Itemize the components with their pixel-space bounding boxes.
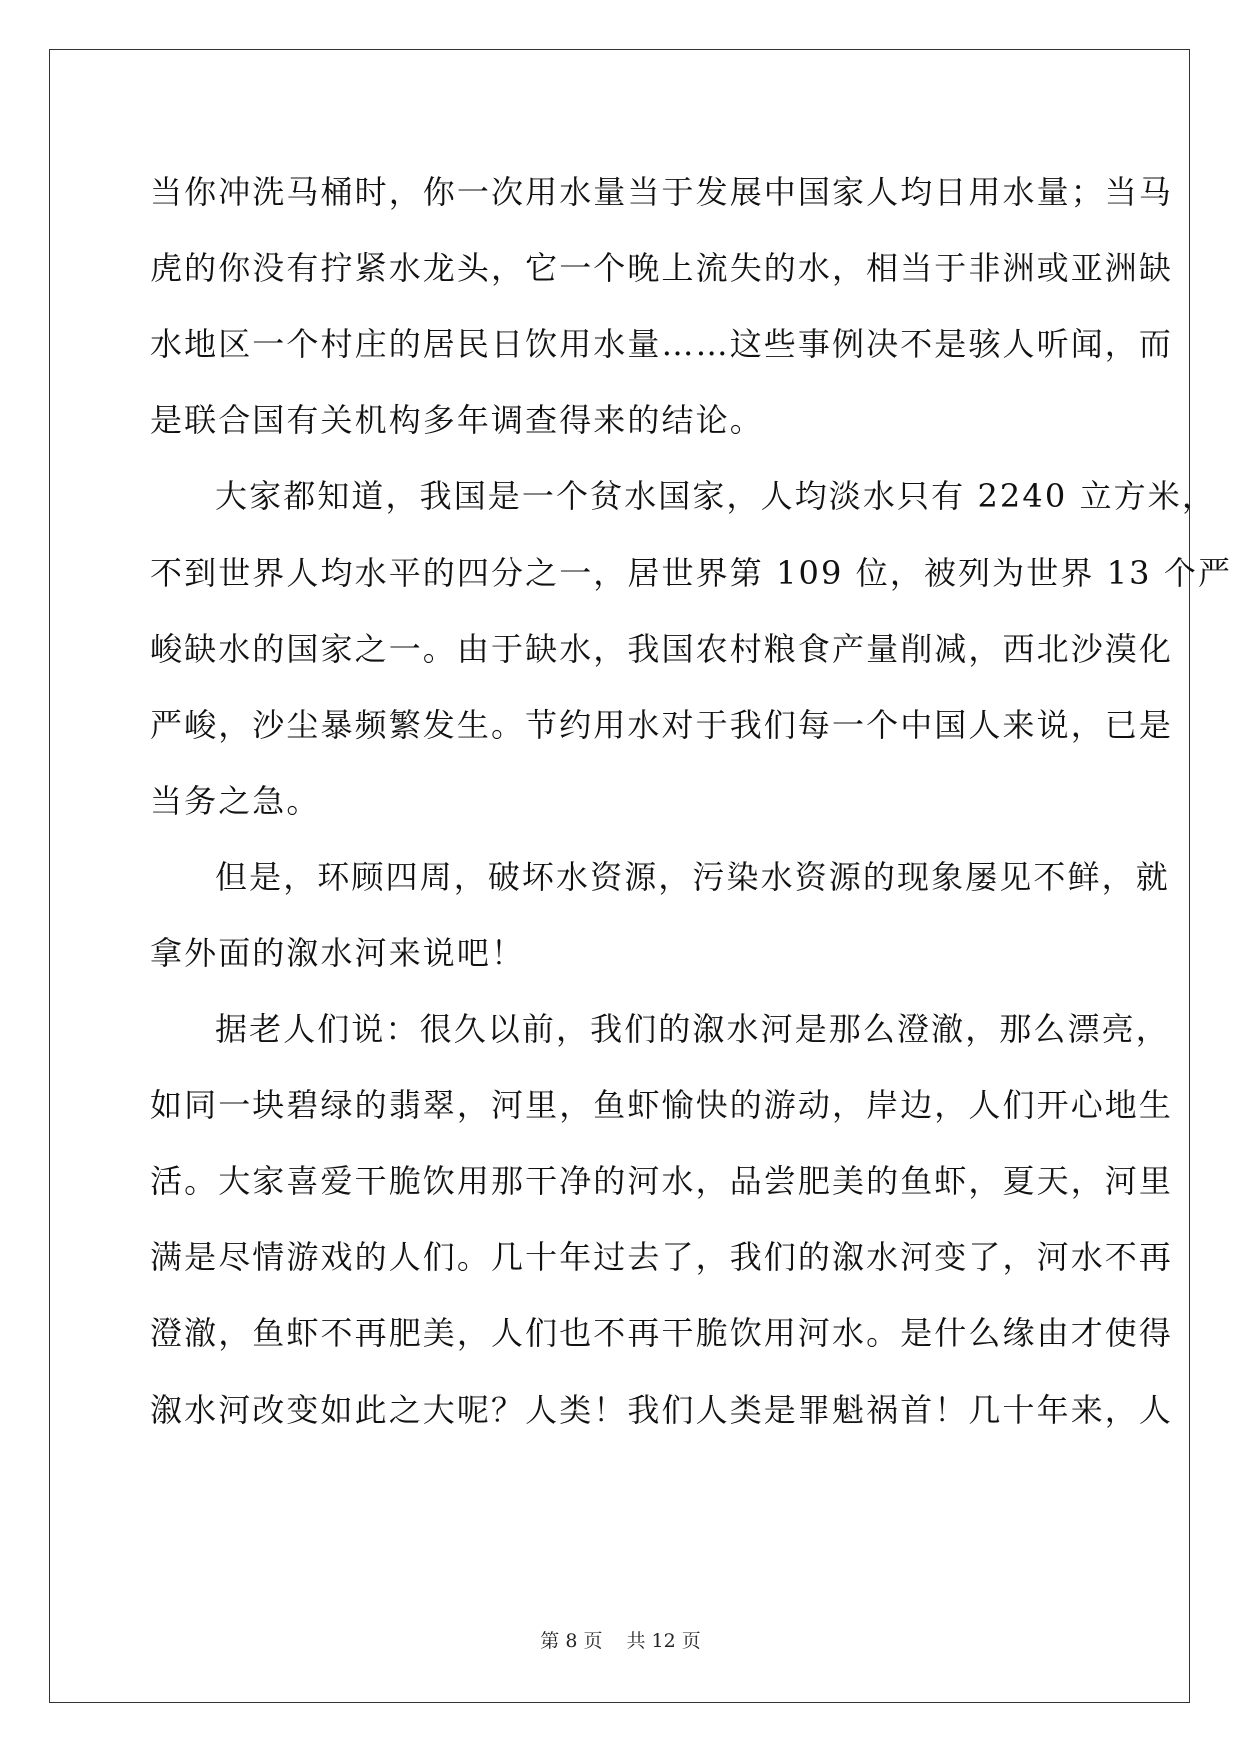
text-line: 不到世界人均水平的四分之一，居世界第 109 位，被列为世界 13 个严 xyxy=(150,554,1233,592)
text-line: 当你冲洗马桶时，你一次用水量当于发展中国家人均日用水量；当马 xyxy=(150,173,1174,211)
text-line: 拿外面的溆水河来说吧！ xyxy=(150,934,526,972)
page-number: 第 8 页 xyxy=(540,1630,603,1652)
page-footer xyxy=(0,1629,1241,1653)
page-total: 共 12 页 xyxy=(626,1630,701,1652)
text-line: 满是尽情游戏的人们。几十年过去了，我们的溆水河变了，河水不再 xyxy=(150,1238,1174,1276)
text-line: 澄澈，鱼虾不再肥美，人们也不再干脆饮用河水。是什么缘由才使得 xyxy=(150,1314,1174,1352)
paragraph-first-line: 据老人们说：很久以前，我们的溆水河是那么澄澈，那么漂亮， xyxy=(215,1010,1170,1048)
text-line: 虎的你没有拧紧水龙头，它一个晚上流失的水，相当于非洲或亚洲缺 xyxy=(150,249,1174,287)
paragraph-first-line: 大家都知道，我国是一个贫水国家，人均淡水只有 2240 立方米， xyxy=(215,477,1216,515)
text-line: 严峻，沙尘暴频繁发生。节约用水对于我们每一个中国人来说，已是 xyxy=(150,706,1174,744)
paragraph-first-line: 但是，环顾四周，破坏水资源，污染水资源的现象屡见不鲜，就 xyxy=(215,858,1170,896)
text-line: 峻缺水的国家之一。由于缺水，我国农村粮食产量削减，西北沙漠化 xyxy=(150,630,1174,668)
text-line: 如同一块碧绿的翡翠，河里，鱼虾愉快的游动，岸边，人们开心地生 xyxy=(150,1086,1174,1124)
text-line: 当务之急。 xyxy=(150,782,321,820)
text-line: 活。大家喜爱干脆饮用那干净的河水，品尝肥美的鱼虾，夏天，河里 xyxy=(150,1162,1174,1200)
text-line: 水地区一个村庄的居民日饮用水量……这些事例决不是骇人听闻，而 xyxy=(150,325,1174,363)
text-line: 是联合国有关机构多年调查得来的结论。 xyxy=(150,401,764,439)
text-line: 溆水河改变如此之大呢？人类！我们人类是罪魁祸首！几十年来，人 xyxy=(150,1391,1174,1429)
